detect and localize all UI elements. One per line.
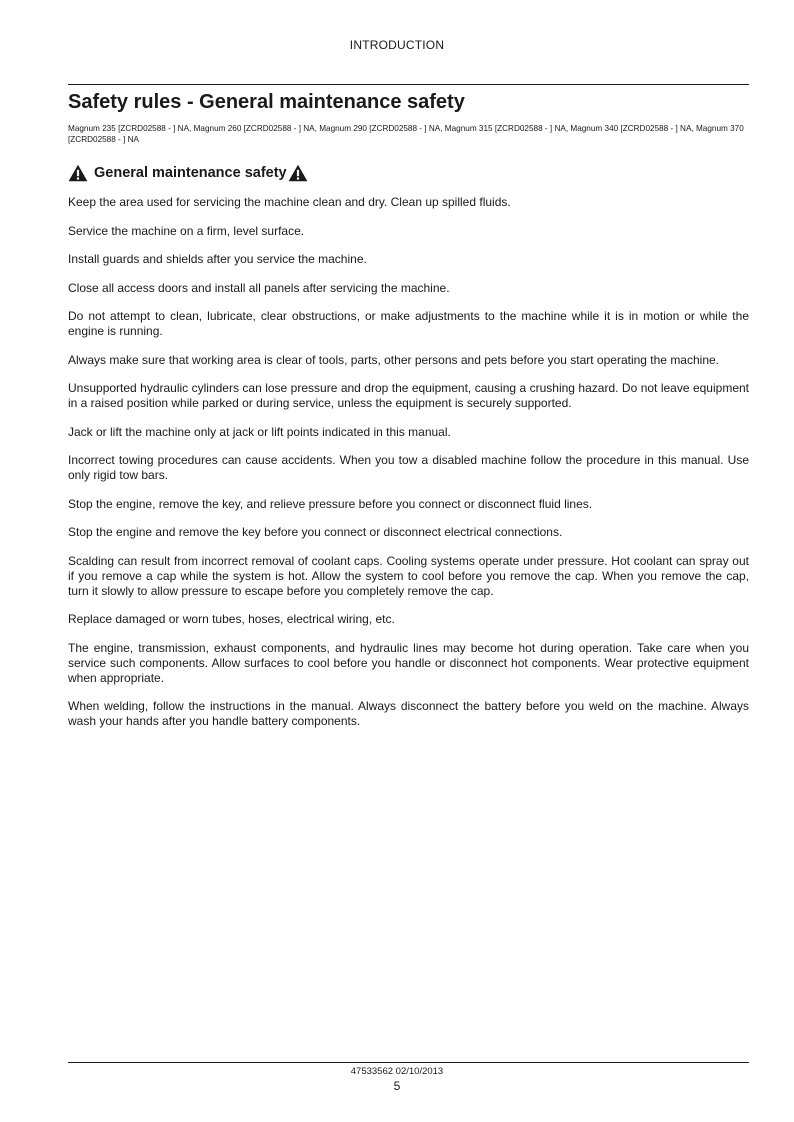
- page-title: Safety rules - General maintenance safety: [68, 91, 465, 113]
- safety-paragraph: Always make sure that working area is clear of tools, parts, other persons and pets before you start operating the machine.: [68, 352, 720, 367]
- safety-paragraph: Replace damaged or worn tubes, hoses, electrical wiring, etc.: [68, 612, 395, 626]
- footer-document-reference: 47533562 02/10/2013: [350, 1066, 444, 1077]
- safety-paragraph: Jack or lift the machine only at jack or lift points indicated in this manual.: [68, 424, 451, 439]
- safety-paragraph: Scalding can result from incorrect removal of coolant caps. Cooling systems operate under pressure. Hot coolant can spray out if you remove a cap while the system is hot. Allow the system to cool before you remove the cap. When you remove the cap, turn it slowly to allow pressure to escape before you completely remove the cap.: [68, 553, 749, 598]
- warning-triangle-icon: [68, 164, 88, 182]
- safety-paragraph: Close all access doors and install all panels after servicing the machine.: [68, 280, 450, 295]
- safety-paragraph: Service the machine on a firm, level surface.: [68, 223, 305, 238]
- section-heading-text: General maintenance safety: [94, 165, 287, 181]
- running-header: INTRODUCTION: [349, 38, 445, 52]
- footer-page-number: 5: [393, 1079, 401, 1093]
- safety-paragraph: When welding, follow the instructions in the manual. Always disconnect the battery before you weld on the machine. Always wash your hands after you handle battery components.: [68, 699, 749, 728]
- bottom-divider: [68, 1062, 749, 1063]
- warning-triangle-icon: [288, 164, 308, 182]
- safety-paragraph: Stop the engine, remove the key, and relieve pressure before you connect or disconnect fluid lines.: [68, 496, 593, 511]
- safety-paragraph: Do not attempt to clean, lubricate, clear obstructions, or make adjustments to the machine while it is in motion or while the engine is running.: [68, 309, 749, 338]
- safety-paragraph: The engine, transmission, exhaust components, and hydraulic lines may become hot during operation. Take care when you service such components. Allow surfaces to cool before you handle or disconnect hot components. Wear protective equipment when appropriate.: [68, 640, 749, 685]
- safety-paragraph: Unsupported hydraulic cylinders can lose pressure and drop the equipment, causing a crushing hazard. Do not leave equipment in a raised position while parked or during service, unless the equipment is securely supported.: [68, 381, 749, 410]
- model-applicability: Magnum 235 [ZCRD02588 - ] NA, Magnum 260 [ZCRD02588 - ] NA, Magnum 290 [ZCRD02588 - ] NA, Magnum 315 [ZCRD02588 - ] NA, Magnum 340 [ZCRD02588 - ] NA, Magnum 370 [ZCRD02588 - ] NA: [68, 124, 744, 144]
- safety-paragraph: Stop the engine and remove the key before you connect or disconnect electrical connections.: [68, 525, 563, 539]
- safety-paragraph: Keep the area used for servicing the machine clean and dry. Clean up spilled fluids.: [68, 195, 511, 209]
- safety-paragraph: Install guards and shields after you service the machine.: [68, 252, 367, 266]
- section-heading: [68, 161, 308, 185]
- safety-rules-body: [68, 195, 749, 743]
- top-divider: [68, 84, 749, 85]
- safety-paragraph: Incorrect towing procedures can cause accidents. When you tow a disabled machine follow the procedure in this manual. Use only rigid tow bars.: [68, 453, 749, 482]
